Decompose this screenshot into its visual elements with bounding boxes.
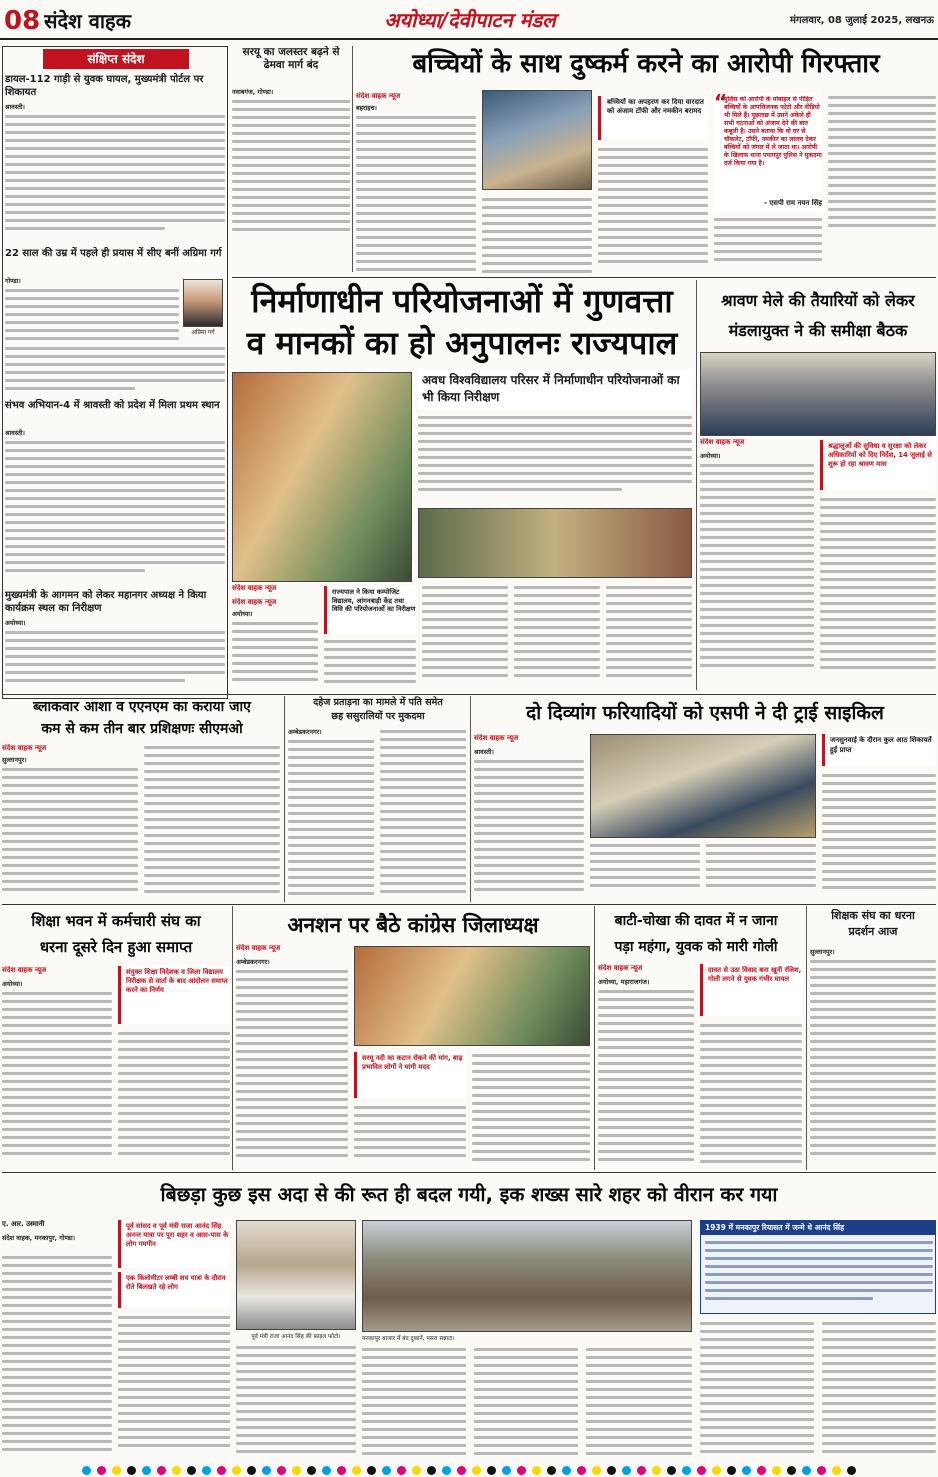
sidebar-item-title: 22 साल की उम्र में पहले ही प्रयास में सीए बनीं अग्रिमा गर्ग — [5, 248, 222, 259]
text-lines — [422, 584, 508, 690]
magenta-dot — [697, 1466, 706, 1475]
text-lines — [118, 1030, 230, 1168]
story-bullet — [820, 440, 936, 490]
magenta-dot — [577, 1466, 586, 1475]
subhead-box — [418, 370, 692, 410]
cyan-dot — [682, 1466, 691, 1475]
story-byline: संदेश वाहक न्यूज — [2, 966, 47, 974]
headline-line-1: ब्लाकवार आशा व एएनएम का कराया जाए — [33, 699, 251, 715]
story-place: नवाबगंज, गोण्डा। — [232, 88, 274, 96]
headline-line-1: शिक्षा भवन में कर्मचारी संघ का — [31, 912, 201, 930]
story-bullet — [324, 586, 416, 634]
sidebar-item-1 — [5, 73, 225, 243]
registration-marks — [0, 1464, 938, 1477]
black-dot — [127, 1466, 136, 1475]
text-lines — [118, 1314, 230, 1460]
magenta-dot — [217, 1466, 226, 1475]
story-headline: दो दिव्यांग फरियादियों को एसपी ने दी ट्राई साइकिल — [526, 702, 884, 724]
yellow-dot — [232, 1466, 241, 1475]
text-lines — [474, 1346, 578, 1460]
governor-photo — [232, 372, 412, 582]
sidebar — [2, 46, 228, 699]
bullet-text: राज्यपाल ने किया कम्पोजिट विद्यालय, आंगनबाड़ी केंद्र तथा विवि की परियोजनाओं का निरीक्षण — [332, 588, 416, 614]
cyan-dot — [502, 1466, 511, 1475]
text-lines — [810, 958, 936, 1168]
text-lines — [144, 744, 280, 900]
page-number: 08 — [4, 6, 41, 36]
story-place: संदेश वाहक, मनकापुर, गोण्डा। — [2, 1234, 76, 1242]
headline-line-2: कम से कम तीन बार प्रशिक्षणः सीएमओ — [41, 721, 243, 737]
quote-mark-icon: “ — [714, 94, 728, 106]
text-lines — [482, 196, 592, 274]
cyan-dot — [742, 1466, 751, 1475]
sidebar-item-place: श्रावस्ती। — [5, 429, 25, 437]
cyan-dot — [82, 1466, 91, 1475]
edition-title: अयोध्या/देवीपाटन मंडल — [384, 8, 556, 32]
text-lines — [236, 968, 348, 1168]
story-byline: संदेश वाहक न्यूज — [232, 598, 277, 606]
text-lines — [822, 1320, 936, 1460]
sidebar-item-title: डायल-112 गाड़ी से युवक घायल, मुख्यमंत्री पोर्टल पर शिकायत — [5, 74, 204, 98]
bullet-text: दावत से उठा विवाद बना खूनी रंजिश, गोली लगने से युवक गंभीर घायल — [708, 966, 802, 983]
story-place: अम्बेडकरनगर। — [236, 958, 270, 966]
magenta-dot — [817, 1466, 826, 1475]
black-dot — [367, 1466, 376, 1475]
story-bullet — [598, 96, 708, 140]
portrait-caption: अग्रिमा गर्ग — [191, 329, 215, 336]
portrait-photo — [236, 1220, 356, 1330]
black-dot — [787, 1466, 796, 1475]
text-lines — [474, 758, 584, 900]
story-dahej — [288, 696, 468, 902]
text-lines — [362, 1346, 466, 1460]
text-lines — [2, 990, 112, 1168]
sidebar-item-place: श्रावस्ती। — [5, 103, 25, 111]
headline-line-1: शिक्षक संघ का धरना — [831, 909, 915, 922]
photo-caption: पूर्व मंत्री राजा आनंद सिंह की फ़ाइल फोटो। — [251, 1334, 341, 1340]
story-anshan — [236, 906, 590, 1170]
black-dot — [727, 1466, 736, 1475]
black-dot — [307, 1466, 316, 1475]
text-lines — [5, 439, 225, 585]
magenta-dot — [637, 1466, 646, 1475]
headline-line-2: प्रदर्शन आज — [848, 925, 898, 938]
story-place: बहराइच। — [356, 104, 377, 112]
text-lines — [232, 98, 350, 238]
bullet-text: बच्चियों का अपहरण कर दिया वारदात को अंजाम टॉफी और नमकीन बरामद — [607, 98, 704, 115]
headline-line-2: मंडलायुक्त ने की समीक्षा बैठक — [728, 321, 908, 340]
bullet-text: एक किलोमीटर लम्बी शव यात्रा के दौरान रोते बिलखते रहे लोग — [126, 1274, 226, 1291]
story-bullet — [354, 1052, 466, 1098]
headline-line-2: धरना दूसरे दिन हुआ समाप्त — [39, 938, 193, 956]
text-lines — [354, 1104, 466, 1168]
black-dot — [547, 1466, 556, 1475]
bullet-text: पूर्व सांसद व पूर्व मंत्री राजा आनंद सिंह अनन्त यात्रा पर पूरा शहर व आस-पास के लोग गमगीन — [126, 1222, 229, 1248]
cyan-dot — [562, 1466, 571, 1475]
story-place: सुल्तानपुर। — [2, 756, 27, 764]
yellow-dot — [412, 1466, 421, 1475]
black-dot — [667, 1466, 676, 1475]
magenta-dot — [457, 1466, 466, 1475]
cyan-dot — [202, 1466, 211, 1475]
headline-line-1: निर्माणाधीन परियोजनाओं में गुणवत्ता — [251, 282, 673, 320]
text-lines — [586, 1346, 692, 1460]
yellow-dot — [532, 1466, 541, 1475]
story-place: श्रावस्ती। — [474, 748, 494, 756]
story-shiksha-bhavan — [2, 906, 230, 1170]
bullet-text: जनसुनवाई के दौरान कुल आठ शिकायतें हुईं प्राप्त — [830, 736, 932, 754]
photo-credit: संदेश वाहक न्यूज — [700, 438, 745, 446]
text-lines — [598, 988, 694, 1168]
text-lines — [5, 287, 179, 347]
headline-line-2: पड़ा महंगा, युवक को मारी गोली — [614, 939, 778, 955]
text-lines — [324, 638, 416, 690]
yellow-dot — [772, 1466, 781, 1475]
portrait-photo — [183, 279, 223, 327]
story-headline: बिछड़ा कुछ इस अदा से की रूत ही बदल गयी, इक शख्स सारे शहर को वीरान कर गया — [160, 1183, 778, 1206]
magenta-dot — [337, 1466, 346, 1475]
story-bullet — [822, 734, 936, 766]
info-box-title: 1939 में मनकापुर रियासत में जन्मे थे आनंद सिंह — [701, 1221, 936, 1235]
yellow-dot — [172, 1466, 181, 1475]
sidebar-item-title: संभव अभियान-4 में श्रावस्ती को प्रदेश में मिला प्रथम स्थान — [5, 400, 220, 411]
text-lines — [606, 584, 692, 690]
photo-caption: मनकापुर बाजार में बंद दुकानें, पसरा सन्नाटा। — [362, 1336, 455, 1342]
headline-line-2: व मानकों का हो अनुपालनः राज्यपाल — [246, 324, 678, 362]
sidebar-item-3 — [5, 399, 225, 587]
text-lines — [2, 766, 138, 900]
yellow-dot — [352, 1466, 361, 1475]
story-headline: बच्चियों के साथ दुष्कर्म करने का आरोपी गिरफ्तार — [412, 49, 880, 79]
cyan-dot — [142, 1466, 151, 1475]
police-photo — [482, 90, 592, 190]
story-headline: सरयू का जलस्तर बढ़ने से ढेमवा मार्ग बंद — [242, 46, 340, 71]
cyan-dot — [442, 1466, 451, 1475]
story-place: अयोध्या, महाराजगंज। — [598, 978, 650, 986]
yellow-dot — [472, 1466, 481, 1475]
bullet-text: श्रद्धालुओं की सुविधा व सुरक्षा को लेकर अधिकारियों को दिए निर्देश, 14 जुलाई से शुरू हो रहा श्रावण मास — [828, 442, 932, 468]
headline-line-2: छह ससुरालियों पर मुकदमा — [331, 711, 425, 722]
story-place: सुल्तानपुर। — [810, 948, 835, 956]
story-bichhda — [2, 1174, 936, 1462]
story-bullet — [118, 966, 230, 1024]
sidebar-item-4 — [5, 589, 225, 697]
yellow-dot — [112, 1466, 121, 1475]
text-lines — [705, 1239, 933, 1311]
black-dot — [187, 1466, 196, 1475]
story-byline: संदेश वाहक न्यूज — [598, 964, 643, 972]
photo-credit: संदेश वाहक न्यूज — [232, 584, 277, 592]
story-place: अयोध्या। — [700, 452, 721, 460]
black-dot — [607, 1466, 616, 1475]
text-lines — [2, 1254, 112, 1460]
story-byline: संदेश वाहक न्यूज — [2, 744, 47, 752]
magenta-dot — [397, 1466, 406, 1475]
story-bullet-2 — [118, 1272, 230, 1308]
text-lines — [700, 1022, 802, 1168]
bullet-text: सरयू नदी का कटान रोकने की मांग, बाढ़ प्रभावित लोगों ने मांगी मदद — [362, 1054, 463, 1071]
story-byline: संदेश वाहक न्यूज — [356, 92, 401, 100]
text-lines — [700, 462, 814, 690]
story-shravan — [700, 280, 936, 690]
headline-line-1: श्रावण मेले की तैयारियों को लेकर — [721, 291, 915, 310]
quote-text: पुलिस को आरोपी के मोबाइल से पीड़ित बच्चियों के आपत्तिजनक फोटो और वीडियो भी मिले हैं। पूछताछ में उसने अकेले ही सभी घटनाओं को अंजाम देने की बात कबूली है। उसने बताया कि वो घर से चॉकलेट, टॉफी, नमकीन का लालच देकर बच्चियों को जंगल में ले जाता था। आरोपी के खिलाफ थाना पयागपुर पुलिस ने मुकदमा दर्ज किया गया है। — [724, 96, 822, 167]
text-lines — [598, 146, 708, 274]
black-dot — [427, 1466, 436, 1475]
text-lines — [472, 1052, 590, 1168]
sidebar-item-place: अयोध्या। — [5, 619, 26, 627]
magenta-dot — [97, 1466, 106, 1475]
story-bati-chokha — [598, 906, 802, 1170]
text-lines — [418, 414, 692, 504]
story-headline: अनशन पर बैठे कांग्रेस जिलाध्यक्ष — [287, 913, 539, 937]
text-lines — [514, 584, 600, 690]
text-lines — [828, 94, 936, 244]
story-place: अयोध्या। — [2, 980, 23, 988]
headline-line-1: बाटी-चोखा की दावत में न जाना — [614, 913, 778, 929]
magenta-dot — [517, 1466, 526, 1475]
text-lines — [380, 728, 466, 900]
magenta-dot — [277, 1466, 286, 1475]
text-lines — [706, 842, 816, 900]
story-dushkarm — [356, 44, 936, 274]
cyan-dot — [262, 1466, 271, 1475]
black-dot — [487, 1466, 496, 1475]
info-box — [700, 1220, 936, 1314]
quote-author: - एसपी राम नयन सिंह — [764, 199, 822, 207]
headline-line-1: दहेज प्रताड़ना का मामले में पति समेत — [313, 697, 443, 708]
sidebar-item-place: गोण्डा। — [5, 277, 21, 285]
cyan-dot — [622, 1466, 631, 1475]
text-lines — [5, 345, 225, 395]
text-lines — [820, 496, 936, 690]
story-place: अयोध्या। — [232, 610, 253, 618]
masthead — [0, 0, 938, 40]
text-lines — [590, 842, 700, 900]
story-byline: संदेश वाहक न्यूज — [474, 734, 519, 742]
sidebar-item-2 — [5, 247, 225, 397]
market-photo — [362, 1220, 692, 1332]
black-dot — [247, 1466, 256, 1475]
text-lines — [356, 114, 476, 274]
black-dot — [847, 1466, 856, 1475]
cyan-dot — [382, 1466, 391, 1475]
yellow-dot — [832, 1466, 841, 1475]
yellow-dot — [292, 1466, 301, 1475]
text-lines — [288, 738, 374, 900]
story-tricycle — [474, 696, 936, 902]
story-byline: संदेश वाहक न्यूज — [236, 944, 281, 952]
protest-photo — [354, 946, 590, 1046]
meeting-photo — [700, 352, 936, 436]
story-nirman — [232, 280, 692, 690]
tricycle-photo — [590, 734, 816, 838]
text-lines — [5, 113, 225, 241]
cyan-dot — [802, 1466, 811, 1475]
text-lines — [700, 1320, 814, 1460]
issue-date: मंगलवार, 08 जुलाई 2025, लखनऊ — [790, 15, 934, 26]
magenta-dot — [157, 1466, 166, 1475]
bullet-text: संयुक्त शिक्षा निदेशक व जिला विद्यालय निरीक्षक से वार्ता के बाद आंदोलन समाप्त करने का निर्णय — [126, 968, 228, 994]
story-bullet-1 — [118, 1220, 230, 1268]
sidebar-header: संक्षिप्त संदेश — [43, 49, 189, 69]
magenta-dot — [757, 1466, 766, 1475]
story-place: अम्बेडकरनगर। — [288, 728, 322, 736]
subhead-text: अवध विश्वविद्यालय परिसर में निर्माणाधीन परियोजनाओं का भी किया निरीक्षण — [422, 373, 680, 404]
story-byline: ए. आर. उस्मानी — [2, 1220, 45, 1228]
text-lines — [822, 772, 936, 900]
text-lines — [5, 629, 225, 695]
yellow-dot — [652, 1466, 661, 1475]
cyan-dot — [322, 1466, 331, 1475]
story-saryu — [232, 46, 350, 276]
story-shikshak-sangh — [810, 906, 936, 1170]
sidebar-item-title: मुख्यमंत्री के आगमन को लेकर महानगर अध्यक्ष ने किया कार्यक्रम स्थल का निरीक्षण — [5, 590, 207, 614]
text-lines — [714, 216, 822, 274]
yellow-dot — [592, 1466, 601, 1475]
story-bullet — [700, 964, 802, 1016]
text-lines — [236, 1344, 356, 1460]
inspection-photo — [418, 508, 692, 578]
story-cmo — [2, 696, 282, 902]
paper-name: संदेश वाहक — [44, 9, 131, 33]
text-lines — [232, 620, 318, 690]
quote-box — [714, 94, 822, 212]
yellow-dot — [712, 1466, 721, 1475]
